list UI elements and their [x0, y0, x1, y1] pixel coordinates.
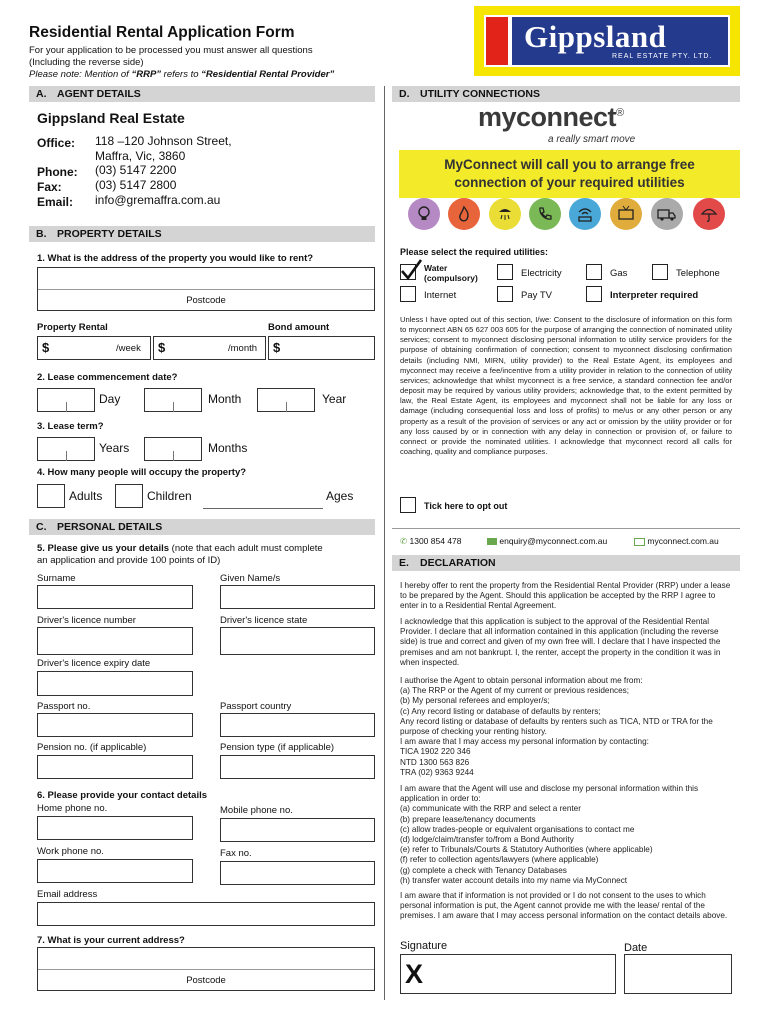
passport-number-input[interactable] — [37, 713, 193, 737]
section-a-header: A. AGENT DETAILS — [29, 86, 375, 102]
logo — [474, 6, 740, 76]
phone-small-icon: ✆ — [400, 536, 408, 546]
opt-out-checkbox[interactable] — [400, 497, 416, 513]
dollar-sign: $ — [158, 340, 166, 355]
myconnect-web: myconnect.com.au — [634, 536, 719, 546]
passport-number-label: Passport no. — [37, 701, 91, 712]
rrp-note: Please note: Mention of “RRP” refers to “Residential Rental Provider” — [29, 69, 335, 80]
agency-phone: (03) 5147 2200 — [95, 163, 177, 177]
ages-input[interactable] — [203, 508, 323, 509]
pension-type-input[interactable] — [220, 755, 375, 779]
weekly-rent-input[interactable] — [37, 336, 151, 360]
surname-input[interactable] — [37, 585, 193, 609]
section-e-header: E. DECLARATION — [392, 555, 740, 571]
water-checkbox[interactable] — [400, 264, 416, 280]
agency-name: Gippsland Real Estate — [37, 110, 185, 126]
tv-icon — [610, 198, 642, 230]
computer-icon — [634, 538, 645, 546]
email-address-input[interactable] — [37, 902, 375, 926]
email-address-label: Email address — [37, 889, 98, 900]
telephone-label: Telephone — [676, 268, 720, 279]
work-phone-input[interactable] — [37, 859, 193, 883]
bond-amount-input[interactable] — [268, 336, 375, 360]
banner-line-2: connection of your required utilities — [454, 175, 685, 190]
dollar-sign: $ — [273, 340, 281, 355]
children-input[interactable] — [115, 484, 143, 508]
shower-icon — [489, 198, 521, 230]
interpreter-label: Interpreter required — [610, 290, 699, 301]
water-compulsory-label: (compulsory) — [424, 273, 478, 283]
fax-label: Fax: — [37, 180, 62, 194]
property-rental-label: Property Rental — [37, 322, 108, 333]
years-label: Years — [99, 441, 130, 455]
dollar-sign: $ — [42, 340, 50, 355]
lease-years-input[interactable] — [37, 437, 95, 461]
declaration-para-3: I authorise the Agent to obtain personal information about me from: (a) The RRP or the Agent of my current or previous residences; (b) My personal referees and employer/s; (c) Any record listing or database of defaults by renters; Any record listing or database of defaults by renters such as TICA, NTD or TRA for the purpose of checking your renting history. I am aware that I may access my personal information by contacting: TICA 1902 220 346 NTD 1300 563 826 TRA (02) 9363 9244 — [400, 676, 713, 777]
declaration-para-1: I hereby offer to rent the property from the Residential Rental Provider (RRP) under a lease to be prepared by the Agent. Should this application be accepted by the RRP I agree to enter in to a Residential Rental Agreement. — [400, 581, 731, 611]
opt-out-label: Tick here to opt out — [424, 501, 508, 511]
umbrella-icon — [693, 198, 725, 230]
logo-name: Gippsland — [524, 19, 667, 54]
logo-red-block — [486, 17, 508, 65]
pay-tv-label: Pay TV — [521, 290, 552, 301]
email-label: Email: — [37, 195, 74, 209]
given-names-input[interactable] — [220, 585, 375, 609]
water-label: Water — [424, 263, 448, 273]
mobile-phone-input[interactable] — [220, 818, 375, 842]
gas-checkbox[interactable] — [586, 264, 602, 280]
internet-label: Internet — [424, 290, 457, 301]
declaration-para-5: I am aware that if information is not provided or I do not consent to the uses to which personal information is put, the Agent cannot provide me with the lease/ rental of the premises. I am aware that I may access personal information on the contact details above. — [400, 891, 728, 921]
passport-country-label: Passport country — [220, 701, 292, 712]
q6-contact-details: 6. Please provide your contact details — [37, 790, 208, 801]
q5-line-2: an application and provide 100 points of ID) — [37, 555, 221, 566]
licence-number-label: Driver's licence number — [37, 615, 136, 626]
flame-icon — [448, 198, 480, 230]
postcode-label: Postcode — [186, 975, 226, 986]
day-input[interactable] — [37, 388, 95, 412]
interpreter-checkbox[interactable] — [586, 286, 602, 302]
signature-input[interactable] — [400, 954, 616, 994]
pension-number-label: Pension no. (if applicable) — [37, 742, 147, 753]
pay-tv-checkbox[interactable] — [497, 286, 513, 302]
per-month-label: /month — [228, 343, 258, 354]
gas-label: Gas — [610, 268, 628, 279]
date-label: Date — [624, 942, 648, 954]
phone-icon — [529, 198, 561, 230]
work-phone-label: Work phone no. — [37, 846, 104, 857]
form-title: Residential Rental Application Form — [29, 24, 295, 41]
licence-state-input[interactable] — [220, 627, 375, 655]
declaration-para-4: I am aware that the Agent will use and disclose my personal information within this application in order to: (a) communicate with the RRP and select a renter (b) prepare lease/tenancy documents (c) allow trades-people or equivalent organisations to contact me (d) lodge/claim/transfer to/from a Bond Authority (e) refer to Tribunals/Courts & Statutory Authorities (where applicable) (f) refer to collection agents/lawyers (where applicable) (g) complete a check with Tenancy Databases (h) transfer water account details into my name via MyConnect — [400, 784, 699, 885]
q5-personal-details: 5. Please give us your details (note that each adult must complete — [37, 543, 323, 554]
adults-input[interactable] — [37, 484, 65, 508]
fax-number-label: Fax no. — [220, 848, 252, 859]
surname-label: Surname — [37, 573, 76, 584]
office-line-2: Maffra, Vic, 3860 — [95, 149, 186, 163]
year-input[interactable] — [257, 388, 315, 412]
q2-lease-commencement: 2. Lease commencement date? — [37, 372, 178, 383]
electricity-label: Electricity — [521, 268, 562, 279]
envelope-icon — [487, 538, 497, 545]
select-utilities-label: Please select the required utilities: — [400, 247, 549, 257]
given-names-label: Given Name/s — [220, 573, 281, 584]
q3-lease-term: 3. Lease term? — [37, 421, 104, 432]
myconnect-phone: ✆ 1300 854 478 — [400, 536, 462, 546]
signature-label: Signature — [400, 940, 448, 952]
lease-months-input[interactable] — [144, 437, 202, 461]
q4-occupants: 4. How many people will occupy the property? — [37, 467, 247, 478]
current-address-input[interactable] — [37, 947, 375, 991]
declaration-para-2: I acknowledge that this application is subject to the approval of the Residential Rental Provider. I declare that all information contained in this application (including the reverse side) is true and correct and given of my own free will. I declare that I have inspected the premises and am not bankrupt. I, the renter, accept the property in the condition it was in when inspected. — [400, 617, 721, 667]
myconnect-consent-text: Unless I have opted out of this section, I/we: Consent to the disclosure of information on this form to myconnect ABN 65 627 003 605 for the purpose of arranging the connection of nominated utility services; consent to myconnect disclosing personal information to utility service providers for the purpose of obtaining confirmation of connection; consent to myconnect disclosing confirmation details (including NMI, MIRN, utility provider) to the Real Estate Agent, its employees and myconnect may receive a fee/incentive from a utility provider in relation to the connection of utility services; acknowledge that whilst myconnect is a free service, a standard connection fee and/or deposit may be required by various utility providers; acknowledge that, to the extent permitted by law, the Real Estate Agent, its employees and myconnect shall not be liable for any loss or damage (including consequential loss and loss of profits) to me/us or any other person or any property as a result of the provision of services or any act or omission by the utility provider or for any loss caused by or in connection with any delay in connection or provision of, or failure to connect or provide the nominated utilities. I acknowledge that myconnect record all calls for coaching, quality and compliance purposes. — [400, 315, 732, 457]
day-label: Day — [99, 392, 121, 406]
home-phone-input[interactable] — [37, 816, 193, 840]
q7-current-address: 7. What is your current address? — [37, 935, 185, 946]
office-line-1: 118 –120 Johnson Street, — [95, 134, 232, 148]
month-label: Month — [208, 392, 242, 406]
passport-country-input[interactable] — [220, 713, 375, 737]
pension-type-label: Pension type (if applicable) — [220, 742, 335, 753]
property-address-input[interactable] — [37, 267, 375, 311]
checkmark-icon — [399, 259, 423, 281]
licence-expiry-label: Driver's licence expiry date — [37, 658, 151, 669]
lightbulb-icon — [408, 198, 440, 230]
licence-state-label: Driver's licence state — [220, 615, 308, 626]
office-label: Office: — [37, 136, 76, 150]
myconnect-tagline: a really smart move — [548, 134, 636, 145]
monthly-rent-input[interactable] — [153, 336, 266, 360]
phone-label: Phone: — [37, 165, 78, 179]
ages-label: Ages — [326, 489, 354, 503]
myconnect-email: enquiry@myconnect.com.au — [487, 536, 607, 546]
signature-x-mark: X — [405, 959, 424, 989]
per-week-label: /week — [116, 343, 141, 354]
section-b-header: B. PROPERTY DETAILS — [29, 226, 375, 242]
pension-number-input[interactable] — [37, 755, 193, 779]
months-label: Months — [208, 441, 248, 455]
home-phone-label: Home phone no. — [37, 803, 108, 814]
q1-address: 1. What is the address of the property you would like to rent? — [37, 253, 314, 264]
section-d-header: D. UTILITY CONNECTIONS — [392, 86, 740, 102]
intro-line-2: (Including the reverse side) — [29, 57, 144, 68]
truck-icon — [651, 198, 683, 230]
banner-line-1: MyConnect will call you to arrange free — [444, 157, 695, 172]
month-input[interactable] — [144, 388, 202, 412]
licence-number-input[interactable] — [37, 627, 193, 655]
children-label: Children — [147, 489, 192, 503]
bond-amount-label: Bond amount — [268, 322, 330, 333]
fax-number-input[interactable] — [220, 861, 375, 885]
year-label: Year — [322, 392, 347, 406]
postcode-label: Postcode — [186, 295, 226, 306]
agency-fax: (03) 5147 2800 — [95, 178, 177, 192]
agency-email: info@gremaffra.com.au — [95, 193, 221, 207]
electricity-checkbox[interactable] — [497, 264, 513, 280]
date-input[interactable] — [624, 954, 732, 994]
adults-label: Adults — [69, 489, 103, 503]
licence-expiry-input[interactable] — [37, 671, 193, 696]
wifi-router-icon — [569, 198, 601, 230]
intro-line-1: For your application to be processed you must answer all questions — [29, 45, 313, 56]
section-c-header: C. PERSONAL DETAILS — [29, 519, 375, 535]
myconnect-banner — [399, 150, 740, 198]
column-divider — [384, 86, 385, 1000]
telephone-checkbox[interactable] — [652, 264, 668, 280]
logo-subtitle: REAL ESTATE PTY. LTD. — [612, 53, 713, 60]
mobile-phone-label: Mobile phone no. — [220, 805, 293, 816]
internet-checkbox[interactable] — [400, 286, 416, 302]
myconnect-logo: myconnect® — [478, 102, 624, 132]
